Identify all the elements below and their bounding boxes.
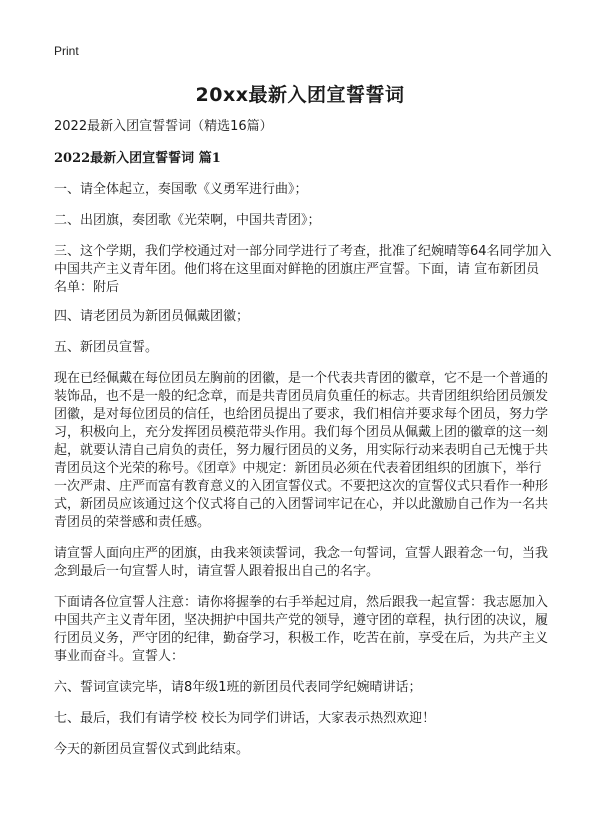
paragraph: 四、请老团员为新团员佩戴团徽；: [54, 309, 250, 324]
section-heading: 2022最新入团宣誓誓词 篇1: [54, 151, 221, 166]
paragraph: 一、请全体起立，奏国歌《义勇军进行曲》；: [54, 182, 308, 197]
paragraph: 五、新团员宣誓。: [54, 340, 159, 355]
document-body: [54, 118, 552, 772]
document-title: 20xx最新入团宣誓誓词: [195, 84, 405, 106]
paragraph: 请宣誓人面向庄严的团旗，由我来领读誓词，我念一句誓词，宣誓人跟着念一句，当我念到最后一句宣誓人时，请宣誓人跟着报出自己的名字。: [54, 546, 549, 579]
paragraph: 七、最后，我们有请学校 校长为同学们讲话，大家表示热烈欢迎！: [54, 711, 436, 726]
print-label[interactable]: Print: [54, 44, 79, 58]
paragraph: 下面请各位宣誓人注意：请你将握拳的右手举起过肩，然后跟我一起宣誓：我志愿加入中国共产主义青年团，坚决拥护中国共产党的领导，遵守团的章程，执行团的决议，履行团员义务，严守团的纪律，勤奋学习，积极工作，吃苦在前，享受在后，为共产主义事业而奋斗。宣誓人：: [54, 595, 549, 664]
document-subtitle: 2022最新入团宣誓誓词（精选16篇）: [54, 119, 273, 134]
paragraph: 现在已经佩戴在每位团员左胸前的团徽，是一个代表共青团的徽章，它不是一个普通的装饰品，也不是一般的纪念章，而是共青团员肩负重任的标志。共青团组织给团员颁发团徽，是对每位团员的信任，也给团员提出了要求，我们相信并要求每个团员，努力学习，积极向上，充分发挥团员模范带头作用。我们每个团员从佩戴上团的徽章的这一刻起，就要认清自己肩负的责任，努力履行团员的义务，用实际行动来表明自己无愧于共青团员这个光荣的称号。《团章》中规定：新团员必须在代表着团组织的团旗下，举行一次严肃、庄严而富有教育意义的入团宣誓仪式。不要把这次的宣誓仪式只看作一种形式，新团员应该通过这个仪式将自己的入团誓词牢记在心，并以此激励自己作为一名共青团员的荣誉感和责任感。: [54, 371, 549, 530]
paragraph: 二、出团旗，奏团歌《光荣啊，中国共青团》；: [54, 213, 321, 228]
paragraph: 今天的新团员宣誓仪式到此结束。: [54, 742, 250, 757]
paragraph: 六、誓词宣读完毕，请8年级1班的新团员代表同学纪婉晴讲话；: [54, 680, 422, 695]
paragraph: 三、这个学期，我们学校通过对一部分同学进行了考查，批准了纪婉晴等64名同学加入中国共产主义青年团。他们将在这里面对鲜艳的团旗庄严宣誓。下面，请 宣布新团员名单：附后: [54, 244, 552, 295]
